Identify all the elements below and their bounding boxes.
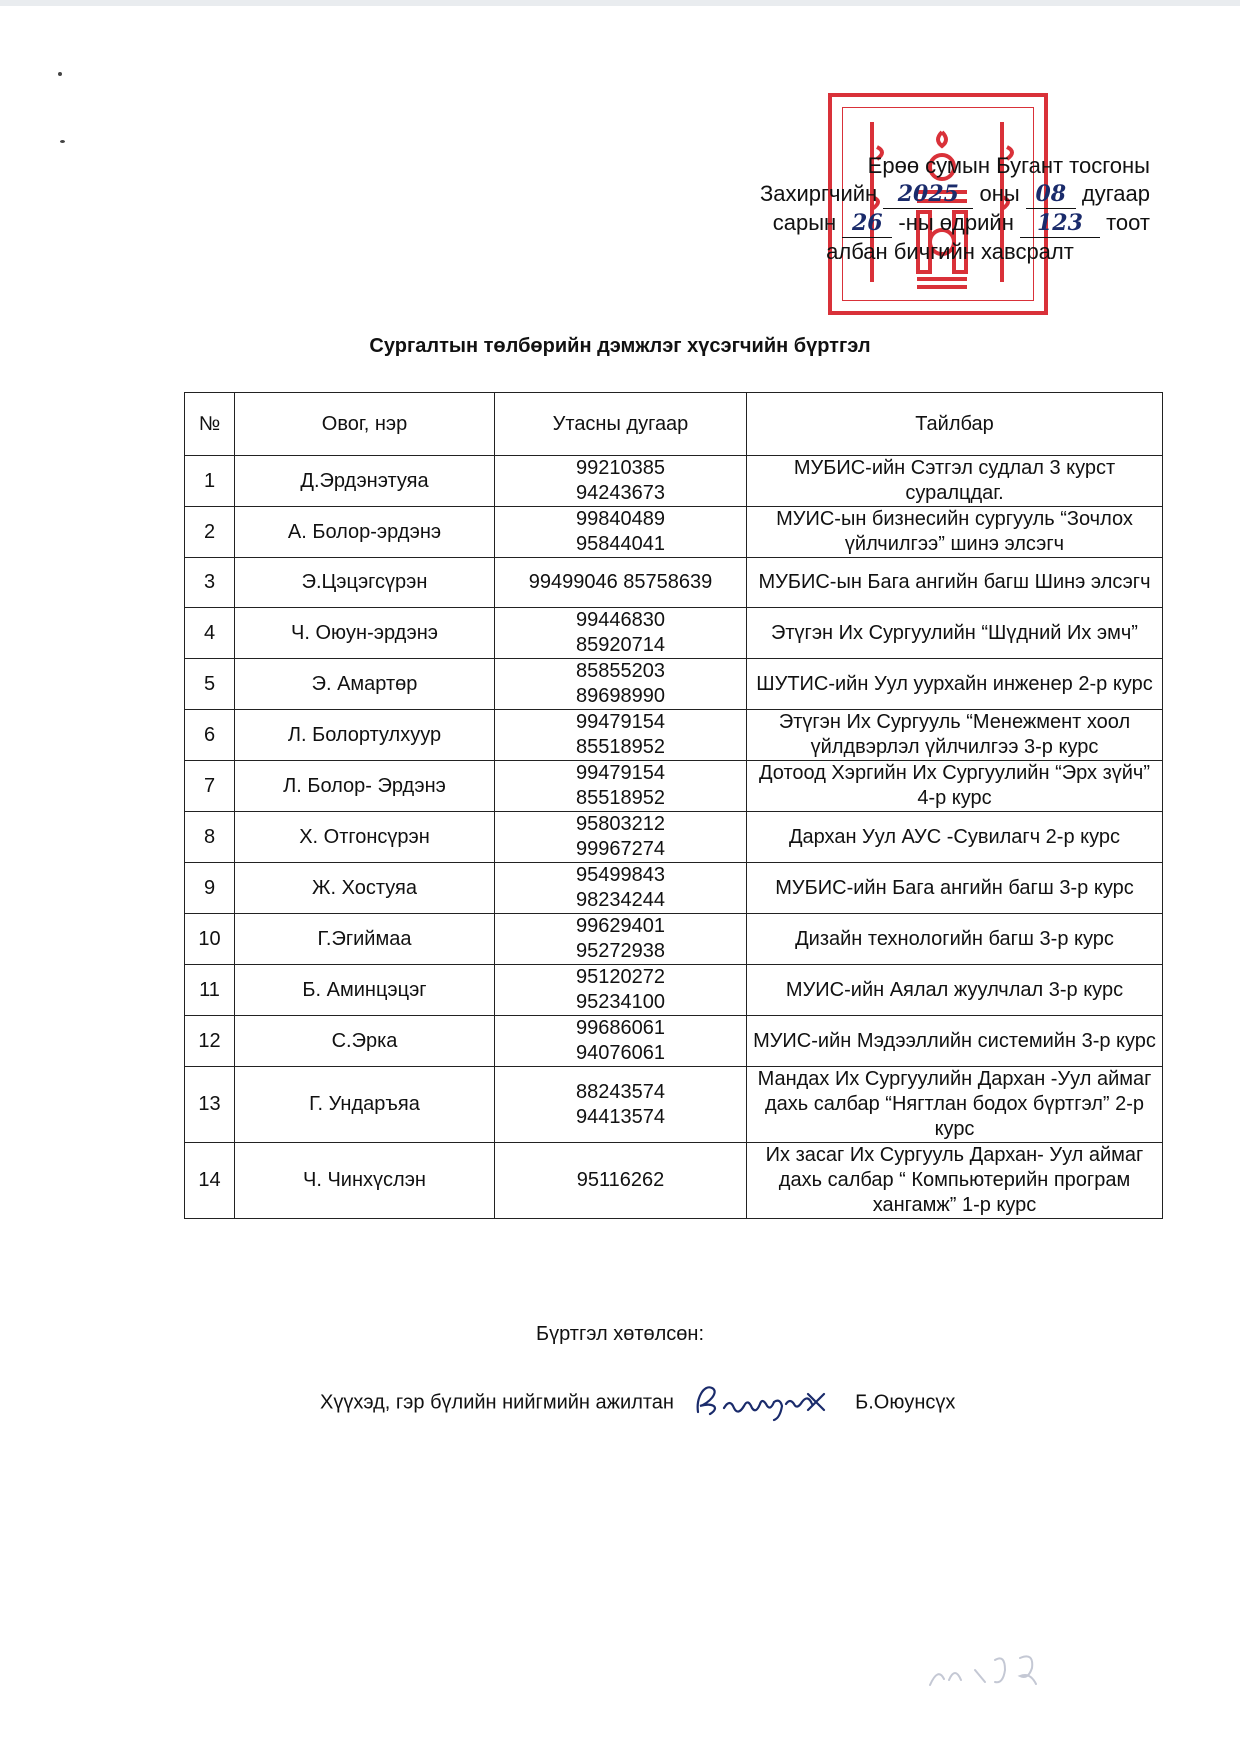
column-header-name: Овог, нэр — [235, 393, 495, 456]
phone-number: 89698990 — [576, 685, 665, 707]
header-line-3 — [690, 209, 1150, 238]
name-cell: Э. Амартөр — [235, 659, 495, 710]
row-number-cell: 2 — [185, 507, 235, 558]
note-cell: ШУТИС-ийн Уул уурхайн инженер 2-р курс — [747, 659, 1163, 710]
phone-number: 88243574 — [576, 1080, 665, 1103]
handwritten-signature-icon — [690, 1378, 840, 1428]
phone-number: 99210385 — [576, 457, 665, 479]
phone-number: 95803212 — [576, 813, 665, 835]
phone-cell — [495, 863, 747, 914]
note-cell: Их засаг Их Сургууль Дархан- Уул аймаг дахь салбар “ Компьютерийн програм хангамж” 1-р курс — [747, 1143, 1163, 1219]
name-cell: С.Эрка — [235, 1016, 495, 1067]
phone-cell — [495, 456, 747, 507]
phone-number: 99479154 — [576, 762, 665, 784]
name-cell: Л. Болортулхуур — [235, 710, 495, 761]
phone-number: 85518952 — [576, 787, 665, 809]
table-header-row — [185, 393, 1163, 456]
attachment-header — [690, 152, 1150, 266]
table-row — [185, 507, 1163, 558]
header-prefix: Захиргчийн — [759, 181, 878, 206]
table-row — [185, 608, 1163, 659]
letter-number-field: 123 — [1020, 209, 1100, 238]
compiled-by-label: Бүртгэл хөтөлсөн: — [535, 1323, 705, 1345]
phone-number: 95234100 — [576, 991, 665, 1013]
column-header-note: Тайлбар — [747, 393, 1163, 456]
table-row — [185, 965, 1163, 1016]
phone-number: 95272938 — [576, 940, 665, 962]
name-cell: Б. Аминцэцэг — [235, 965, 495, 1016]
month-field: 08 — [1026, 180, 1076, 209]
note-cell: Дизайн технологийн багш 3-р курс — [747, 914, 1163, 965]
name-cell: А. Болор-эрдэнэ — [235, 507, 495, 558]
scan-edge — [0, 0, 1240, 6]
phone-cell — [495, 659, 747, 710]
row-number-cell: 5 — [185, 659, 235, 710]
signature-line — [320, 1378, 955, 1428]
note-cell: Этүгэн Их Сургууль “Менежмент хоол үйлдвэрлэл үйлчилгээ 3-р курс — [747, 710, 1163, 761]
row-number-cell: 8 — [185, 812, 235, 863]
row-number-cell: 1 — [185, 456, 235, 507]
row-number-cell: 6 — [185, 710, 235, 761]
note-cell: МУИС-ийн Аялал жуулчлал 3-р курс — [747, 965, 1163, 1016]
row-number-cell: 14 — [185, 1143, 235, 1219]
phone-cell — [495, 1016, 747, 1067]
phone-number: 85920714 — [576, 634, 665, 656]
signer-role: Хүүхэд, гэр бүлийн нийгмийн ажилтан — [320, 1391, 674, 1414]
header-suffix: дугаар — [1081, 181, 1150, 206]
row-number-cell: 13 — [185, 1067, 235, 1143]
table-row — [185, 761, 1163, 812]
header-suffix: тоот — [1106, 210, 1150, 235]
note-cell: Дархан Уул АУС -Сувилагч 2-р курс — [747, 812, 1163, 863]
phone-cell — [495, 1067, 747, 1143]
pencil-page-number-mark — [925, 1640, 1075, 1700]
phone-number: 94076061 — [576, 1042, 665, 1064]
note-cell: МУИС-ын бизнесийн сургууль “Зочлох үйлчилгээ” шинэ элсэгч — [747, 507, 1163, 558]
header-line-2 — [690, 180, 1150, 209]
scan-speck — [60, 140, 65, 143]
phone-number: 95499843 — [576, 864, 665, 886]
header-mid: оны — [979, 181, 1020, 206]
table-row — [185, 1067, 1163, 1143]
name-cell: Ж. Хостуяа — [235, 863, 495, 914]
row-number-cell: 3 — [185, 558, 235, 608]
row-number-cell: 10 — [185, 914, 235, 965]
header-line-1: Ерөө сумын Бугант тосгоны — [867, 153, 1150, 178]
table-row — [185, 456, 1163, 507]
phone-number: 85855203 — [576, 660, 665, 682]
phone-number: 99840489 — [576, 508, 665, 530]
note-cell: Дотоод Хэргийн Их Сургуулийн “Эрх зүйч” 4-р курс — [747, 761, 1163, 812]
phone-number: 99967274 — [576, 838, 665, 860]
name-cell: Д.Эрдэнэтуяа — [235, 456, 495, 507]
table-row — [185, 914, 1163, 965]
phone-cell — [495, 812, 747, 863]
row-number-cell: 7 — [185, 761, 235, 812]
table-row — [185, 812, 1163, 863]
phone-cell — [495, 507, 747, 558]
document-title: Сургалтын төлбөрийн дэмжлэг хүсэгчийн бүртгэл — [369, 335, 871, 357]
phone-number: 95116262 — [576, 1169, 665, 1191]
name-cell: Ч. Чинхүслэн — [235, 1143, 495, 1219]
phone-cell — [495, 608, 747, 659]
row-number-cell: 9 — [185, 863, 235, 914]
registration-table — [184, 392, 1163, 1219]
phone-number: 85518952 — [576, 736, 665, 758]
name-cell: Ч. Оюун-эрдэнэ — [235, 608, 495, 659]
phone-number: 94413574 — [576, 1105, 665, 1128]
phone-number: 99686061 — [576, 1017, 665, 1039]
table-row — [185, 659, 1163, 710]
note-cell: МУБИС-ийн Сэтгэл судлал 3 курст суралцдаг. — [747, 456, 1163, 507]
header-mid: -ны өдрийн — [898, 210, 1014, 235]
scan-speck — [58, 72, 62, 76]
row-number-cell: 11 — [185, 965, 235, 1016]
phone-number: 99499046 85758639 — [528, 571, 713, 593]
phone-cell — [495, 558, 747, 608]
row-number-cell: 12 — [185, 1016, 235, 1067]
phone-number: 95120272 — [576, 966, 665, 988]
table-row — [185, 710, 1163, 761]
header-prefix: сарын — [772, 210, 837, 235]
name-cell: Х. Отгонсүрэн — [235, 812, 495, 863]
phone-cell — [495, 761, 747, 812]
note-cell: МУИС-ийн Мэдээллийн системийн 3-р курс — [747, 1016, 1163, 1067]
table-row — [185, 1016, 1163, 1067]
column-header-number: № — [185, 393, 235, 456]
table-row — [185, 863, 1163, 914]
phone-cell — [495, 914, 747, 965]
note-cell: МУБИС-ийн Бага ангийн багш 3-р курс — [747, 863, 1163, 914]
phone-cell — [495, 710, 747, 761]
phone-cell — [495, 1143, 747, 1219]
header-line-4: албан бичгийн хавсралт — [826, 239, 1074, 264]
note-cell: Мандах Их Сургуулийн Дархан -Уул аймаг дахь салбар “Нягтлан бодох бүртгэл” 2-р курс — [747, 1067, 1163, 1143]
name-cell: Г. Ундаръяа — [235, 1067, 495, 1143]
signer-name: Б.Оюунсүх — [855, 1391, 956, 1414]
table-row — [185, 1143, 1163, 1219]
table-row — [185, 558, 1163, 608]
phone-cell — [495, 965, 747, 1016]
note-cell: Этүгэн Их Сургуулийн “Шүдний Их эмч” — [747, 608, 1163, 659]
phone-number: 95844041 — [576, 533, 665, 555]
phone-number: 99479154 — [576, 711, 665, 733]
column-header-phone: Утасны дугаар — [495, 393, 747, 456]
year-field: 2025 — [883, 180, 973, 209]
phone-number: 99446830 — [576, 609, 665, 631]
day-field: 26 — [842, 209, 892, 238]
phone-number: 94243673 — [576, 482, 665, 504]
name-cell: Г.Эгиймаа — [235, 914, 495, 965]
phone-number: 99629401 — [576, 915, 665, 937]
note-cell: МУБИС-ын Бага ангийн багш Шинэ элсэгч — [747, 558, 1163, 608]
row-number-cell: 4 — [185, 608, 235, 659]
phone-number: 98234244 — [576, 889, 665, 911]
name-cell: Л. Болор- Эрдэнэ — [235, 761, 495, 812]
name-cell: Э.Цэцэгсүрэн — [235, 558, 495, 608]
